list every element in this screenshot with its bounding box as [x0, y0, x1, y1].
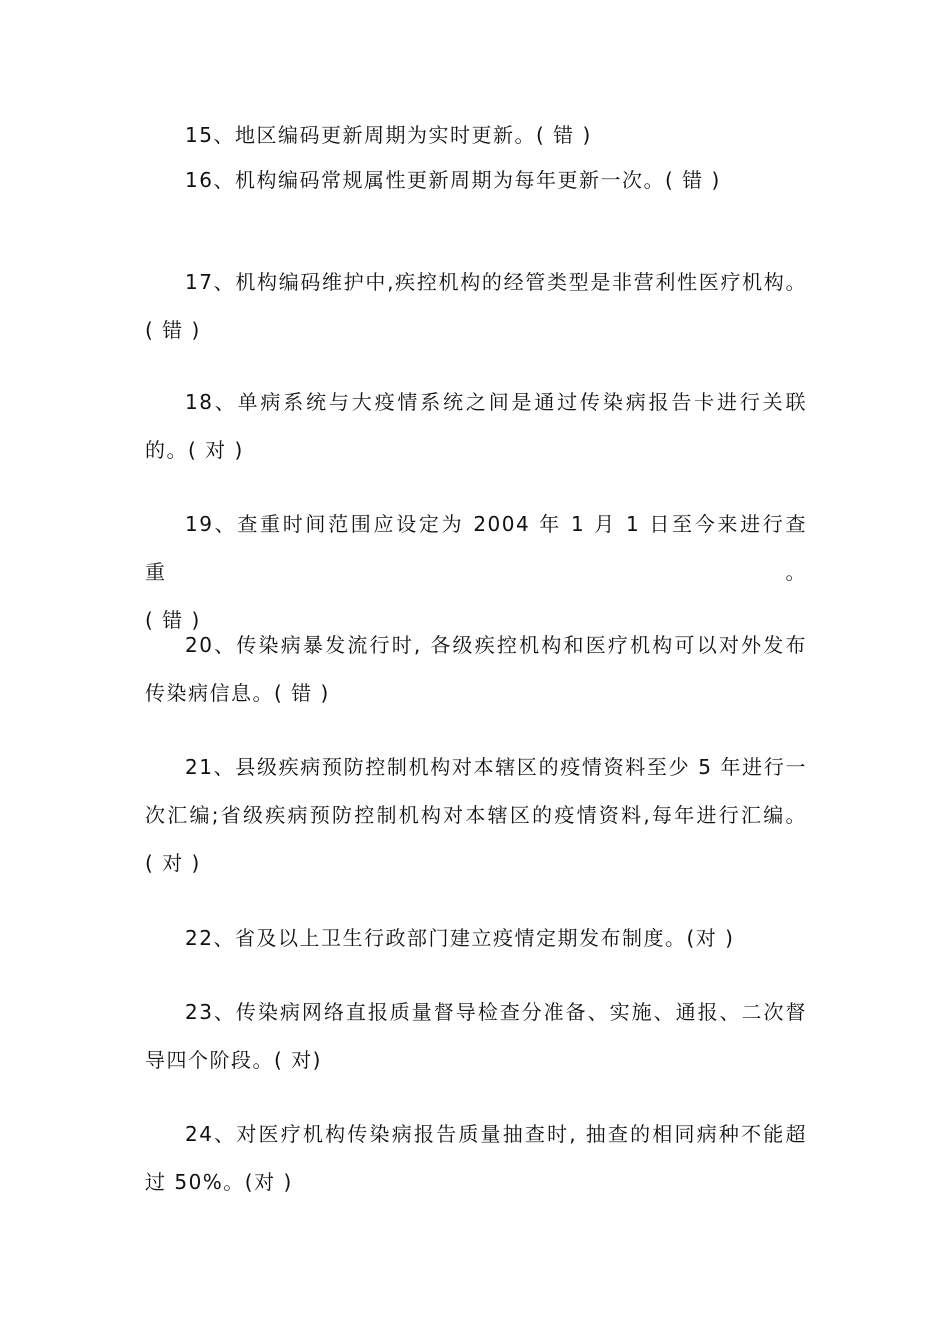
question-17-line-1: 17、机构编码维护中,疾控机构的经管类型是非营利性医疗机构。 — [185, 270, 807, 294]
question-15 — [145, 111, 807, 159]
question-21-line-2: 次汇编;省级疾病预防控制机构对本辖区的疫情资料,每年进行汇编。 — [145, 803, 807, 827]
question-16 — [145, 156, 807, 204]
question-22-line-1: 22、省及以上卫生行政部门建立疫情定期发布制度。(对 ) — [185, 926, 735, 950]
question-17-line-2: ( 错 ) — [145, 318, 201, 342]
question-21 — [145, 743, 807, 887]
question-20 — [145, 621, 807, 717]
question-18-line-2: 的。( 对 ) — [145, 438, 244, 462]
question-24-line-2: 过 50%。(对 ) — [145, 1170, 293, 1194]
question-17 — [145, 258, 807, 354]
question-18 — [145, 378, 807, 474]
question-16-line-1: 16、机构编码常规属性更新周期为每年更新一次。( 错 ) — [185, 168, 721, 192]
question-19-line-2: ( 错 ) — [145, 608, 201, 632]
question-23-line-2: 导四个阶段。( 对) — [145, 1048, 322, 1072]
question-24 — [145, 1110, 807, 1206]
question-21-line-1: 21、县级疾病预防控制机构对本辖区的疫情资料至少 5 年进行一 — [185, 755, 807, 779]
question-22 — [145, 914, 807, 962]
question-23 — [145, 988, 807, 1084]
question-18-line-1: 18、单病系统与大疫情系统之间是通过传染病报告卡进行关联 — [185, 390, 807, 414]
question-15-line-1: 15、地区编码更新周期为实时更新。( 错 ) — [185, 123, 592, 147]
question-21-line-3: ( 对 ) — [145, 851, 201, 875]
question-24-line-1: 24、对医疗机构传染病报告质量抽查时, 抽查的相同病种不能超 — [185, 1122, 807, 1146]
question-19-line-1: 19、查重时间范围应设定为 2004 年 1 月 1 日至今来进行查重。 — [145, 512, 807, 584]
question-23-line-1: 23、传染病网络直报质量督导检查分准备、实施、通报、二次督 — [185, 1000, 807, 1024]
question-20-line-2: 传染病信息。( 错 ) — [145, 681, 330, 705]
question-20-line-1: 20、传染病暴发流行时, 各级疾控机构和医疗机构可以对外发布 — [185, 633, 807, 657]
